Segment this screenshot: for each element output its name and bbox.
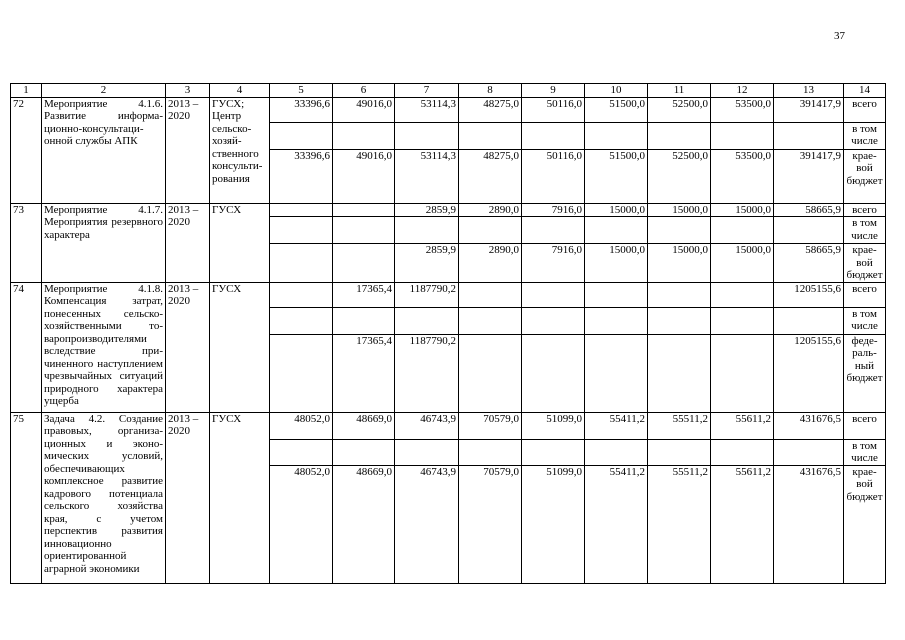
value-cell	[711, 282, 774, 307]
value-cell	[522, 217, 585, 244]
value-cell: 46743,9	[395, 412, 459, 439]
value-cell: 53500,0	[711, 149, 774, 203]
value-cell: 7916,0	[522, 244, 585, 283]
value-cell	[270, 203, 333, 217]
value-cell	[522, 307, 585, 334]
column-header: 7	[395, 84, 459, 98]
value-cell: 391417,9	[774, 97, 844, 122]
value-cell: 15000,0	[585, 244, 648, 283]
value-cell: 55511,2	[648, 465, 711, 583]
value-cell: 1187790,2	[395, 282, 459, 307]
value-cell: 2859,9	[395, 244, 459, 283]
value-cell: 55411,2	[585, 465, 648, 583]
value-cell: 33396,6	[270, 149, 333, 203]
row-id: 72	[11, 97, 42, 203]
table-row	[11, 203, 886, 217]
value-cell: 53114,3	[395, 97, 459, 122]
value-cell: 70579,0	[459, 465, 522, 583]
value-cell: 15000,0	[711, 244, 774, 283]
value-cell	[774, 217, 844, 244]
value-cell	[585, 307, 648, 334]
value-cell: 15000,0	[648, 203, 711, 217]
value-cell	[711, 217, 774, 244]
value-cell: 70579,0	[459, 412, 522, 439]
header-row	[11, 84, 886, 98]
value-cell: 52500,0	[648, 149, 711, 203]
value-cell: 431676,5	[774, 412, 844, 439]
value-cell: 58665,9	[774, 244, 844, 283]
value-cell	[333, 217, 395, 244]
value-cell: 53114,3	[395, 149, 459, 203]
column-header: 12	[711, 84, 774, 98]
measure-name: Задача 4.2. Создание правовых, организационных и экономических условий, обеспечивающих комплексное развитие кадрового потенциала сельского хозяйства края, с учетом перспектив развития инновационно ориентированной аграрной экономики	[42, 412, 166, 583]
value-cell	[585, 282, 648, 307]
funding-source: краевой бюджет	[844, 465, 886, 583]
value-cell	[585, 122, 648, 149]
value-cell	[648, 334, 711, 412]
value-cell	[270, 122, 333, 149]
value-cell	[270, 244, 333, 283]
row-id: 74	[11, 282, 42, 412]
value-cell: 15000,0	[648, 244, 711, 283]
funding-source: всего	[844, 412, 886, 439]
funding-source: в том числе	[844, 122, 886, 149]
executor: ГУСХ	[210, 203, 270, 282]
funding-source: всего	[844, 97, 886, 122]
value-cell	[395, 439, 459, 465]
column-header: 4	[210, 84, 270, 98]
value-cell: 431676,5	[774, 465, 844, 583]
column-header: 9	[522, 84, 585, 98]
measure-name: Мероприятие 4.1.7. Мероприятия резервного характера	[42, 203, 166, 282]
value-cell: 58665,9	[774, 203, 844, 217]
measure-name: Мероприятие 4.1.6. Развитие информационно-консультационной службы АПК	[42, 97, 166, 203]
value-cell	[395, 217, 459, 244]
table-row	[11, 97, 886, 122]
row-id: 73	[11, 203, 42, 282]
value-cell	[395, 122, 459, 149]
funding-source: в том числе	[844, 439, 886, 465]
value-cell	[459, 122, 522, 149]
value-cell: 50116,0	[522, 149, 585, 203]
column-header: 14	[844, 84, 886, 98]
column-header: 8	[459, 84, 522, 98]
value-cell	[711, 334, 774, 412]
column-header: 3	[166, 84, 210, 98]
column-header: 2	[42, 84, 166, 98]
value-cell: 15000,0	[711, 203, 774, 217]
period: 2013 – 2020	[166, 282, 210, 412]
funding-source: краевой бюджет	[844, 244, 886, 283]
value-cell	[459, 217, 522, 244]
value-cell: 55611,2	[711, 465, 774, 583]
value-cell: 46743,9	[395, 465, 459, 583]
value-cell	[395, 307, 459, 334]
value-cell: 1205155,6	[774, 282, 844, 307]
value-cell: 51500,0	[585, 97, 648, 122]
value-cell: 2859,9	[395, 203, 459, 217]
value-cell	[711, 122, 774, 149]
value-cell	[270, 307, 333, 334]
value-cell	[711, 307, 774, 334]
funding-source: федеральный бюджет	[844, 334, 886, 412]
value-cell: 48275,0	[459, 97, 522, 122]
value-cell	[774, 307, 844, 334]
value-cell	[333, 203, 395, 217]
funding-source: всего	[844, 282, 886, 307]
value-cell: 50116,0	[522, 97, 585, 122]
value-cell: 391417,9	[774, 149, 844, 203]
value-cell	[648, 307, 711, 334]
value-cell	[585, 217, 648, 244]
value-cell: 51500,0	[585, 149, 648, 203]
value-cell: 55511,2	[648, 412, 711, 439]
value-cell	[333, 122, 395, 149]
table-row	[11, 282, 886, 307]
value-cell	[648, 439, 711, 465]
funding-source: краевой бюджет	[844, 149, 886, 203]
funding-source: в том числе	[844, 217, 886, 244]
value-cell: 51099,0	[522, 465, 585, 583]
value-cell: 7916,0	[522, 203, 585, 217]
period: 2013 – 2020	[166, 97, 210, 203]
value-cell: 55411,2	[585, 412, 648, 439]
value-cell: 1205155,6	[774, 334, 844, 412]
value-cell	[522, 334, 585, 412]
value-cell	[333, 439, 395, 465]
value-cell: 48052,0	[270, 465, 333, 583]
value-cell	[459, 439, 522, 465]
value-cell: 49016,0	[333, 149, 395, 203]
value-cell	[648, 122, 711, 149]
table-row	[11, 412, 886, 439]
value-cell	[459, 282, 522, 307]
column-header: 11	[648, 84, 711, 98]
value-cell	[711, 439, 774, 465]
value-cell: 48052,0	[270, 412, 333, 439]
column-header: 6	[333, 84, 395, 98]
value-cell	[270, 217, 333, 244]
value-cell	[648, 282, 711, 307]
value-cell: 1187790,2	[395, 334, 459, 412]
value-cell	[333, 244, 395, 283]
value-cell: 17365,4	[333, 282, 395, 307]
period: 2013 – 2020	[166, 412, 210, 583]
page-number: 37	[834, 30, 845, 42]
value-cell: 55611,2	[711, 412, 774, 439]
value-cell	[333, 307, 395, 334]
value-cell	[270, 282, 333, 307]
executor: ГУСХ; Центр сельскохозяйственного консультирования	[210, 97, 270, 203]
value-cell: 48669,0	[333, 465, 395, 583]
value-cell	[774, 122, 844, 149]
value-cell: 49016,0	[333, 97, 395, 122]
value-cell: 33396,6	[270, 97, 333, 122]
value-cell	[459, 334, 522, 412]
value-cell	[585, 439, 648, 465]
funding-source: в том числе	[844, 307, 886, 334]
value-cell	[774, 439, 844, 465]
column-header: 1	[11, 84, 42, 98]
value-cell	[459, 307, 522, 334]
value-cell: 2890,0	[459, 244, 522, 283]
row-id: 75	[11, 412, 42, 583]
budget-table	[10, 83, 886, 584]
value-cell	[522, 282, 585, 307]
funding-source: всего	[844, 203, 886, 217]
value-cell	[270, 439, 333, 465]
value-cell	[270, 334, 333, 412]
column-header: 13	[774, 84, 844, 98]
measure-name: Мероприятие 4.1.8. Компенсация затрат, понесенных сельскохозяйственными товаропроизводителями вследствие причиненного наступлением чрезвычайных ситуаций природного характера ущерба	[42, 282, 166, 412]
value-cell: 52500,0	[648, 97, 711, 122]
column-header: 10	[585, 84, 648, 98]
value-cell	[648, 217, 711, 244]
column-header: 5	[270, 84, 333, 98]
executor: ГУСХ	[210, 282, 270, 412]
value-cell: 53500,0	[711, 97, 774, 122]
value-cell	[585, 334, 648, 412]
value-cell: 15000,0	[585, 203, 648, 217]
value-cell: 48275,0	[459, 149, 522, 203]
value-cell	[522, 439, 585, 465]
value-cell: 51099,0	[522, 412, 585, 439]
value-cell	[522, 122, 585, 149]
period: 2013 – 2020	[166, 203, 210, 282]
value-cell: 48669,0	[333, 412, 395, 439]
value-cell: 17365,4	[333, 334, 395, 412]
value-cell: 2890,0	[459, 203, 522, 217]
executor: ГУСХ	[210, 412, 270, 583]
